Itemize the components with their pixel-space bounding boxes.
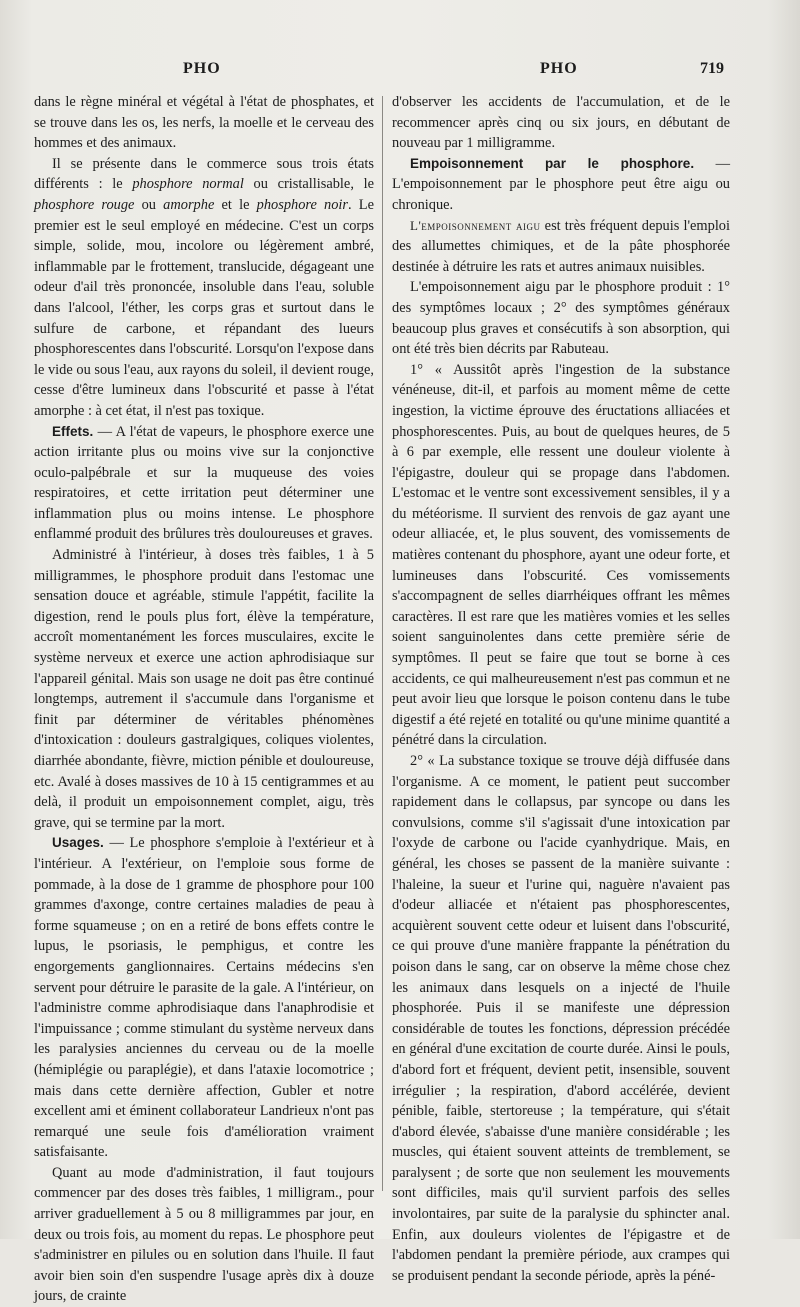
- paragraph: [34, 545, 374, 833]
- paragraph-text: est très fréquent depuis l'emploi des allumettes chimiques, et de la pâte phosphorée destinée à détruire les rats et autres animaux nuisibles.: [392, 217, 731, 275]
- column-divider: [382, 96, 383, 1191]
- paragraph-text: dans le règne minéral et végétal à l'état de phosphates, et se trouve dans les os, les nerfs, la moelle et le cerveau des hommes et des animaux.: [34, 94, 374, 152]
- paragraph: [34, 92, 374, 154]
- italic-term: phosphore noir: [256, 196, 349, 213]
- paragraph-text: . Le premier est le seul employé en médecine. C'est un corps simple, solide, mou, incolore ou légèrement ambré, inflammable par le frottement, translucide, dégageant une odeur d'ail très prononcée, insoluble dans l'eau, soluble dans l'alcool, l'éther, les corps gras et surtout dans le sulfure de carbone, et répandant des lueurs phosphorescentes dans l'obscurité. Lorsqu'on l'expose dans le vide ou sous l'eau, aux rayons du soleil, il devient rouge, cesse d'être lumineux dans l'obscurité et passe à l'état amorphe : à cet état, il n'est pas toxique.: [34, 196, 374, 419]
- paragraph-text: et le: [214, 196, 257, 213]
- paragraph-text: ou: [134, 196, 164, 213]
- italic-term: amorphe: [163, 196, 215, 213]
- paragraph: [392, 216, 730, 278]
- paragraph-text: ou cristallisable, le: [243, 176, 374, 193]
- paragraph: [34, 1163, 374, 1307]
- paragraph: [34, 154, 374, 422]
- paragraph: [392, 360, 730, 751]
- paragraph-text: 2° « La substance toxique se trouve déjà diffusée dans l'organisme. A ce moment, le patient peut succomber rapidement dans le collapsus, par syncope ou dans les convulsions, comme s'il s'agissait d'une intoxication par l'oxyde de carbone ou l'acide cyanhydrique. Mais, en général, les choses se passent de la manière suivante : l'haleine, la sueur et l'urine qui, naguère n'avaient pas d'odeur alliacée et n'étaient pas phosphorescentes, acquièrent souvent cette odeur et luisent dans l'obscurité, ce qui prouve d'une manière frappante la pénétration du poison dans le sang, car on observe la même chose chez les animaux dans lesquels on a injecté de l'huile phosphorée. Puis il se manifeste une dépression considérable de toutes les fonctions, dépression précédée en général d'une excitation de courte durée. Ainsi le pouls, d'abord fort et fréquent, devient petit, insensible, souvent irrégulier ; la respiration, d'abord accélérée, devient pénible, faible, stertoreuse ; la température, qui s'était d'abord élevée, s'abaisse d'une manière considérable ; les muscles, qui étaient souvent atteints de tremblement, se paralysent ; de sorte que non seulement les mouvements sont difficiles, mais qu'il survient parfois des selles involontaires, par suite de la paralysie du sphincter anal. Enfin, aux douleurs violentes de l'épigastre et de l'abdomen pendant la première période, aux crampes qui se produisent pendant la seconde période, après la péné-: [392, 753, 730, 1284]
- italic-term: phosphore rouge: [34, 196, 135, 213]
- paragraph: [392, 92, 730, 154]
- paragraph-text: L'empoisonnement aigu par le phosphore produit : 1° des symptômes locaux ; 2° des symptômes généraux beaucoup plus graves et consécutifs à son absorption, qui ont été très bien décrits par Rabuteau.: [392, 279, 730, 358]
- paragraph-text: d'observer les accidents de l'accumulation, et de le recommencer après cinq ou six jours, en débutant de nouveau par 1 milligramme.: [392, 94, 730, 152]
- paragraph-text: 1° « Aussitôt après l'ingestion de la substance vénéneuse, dit-il, et parfois au moment même de cette ingestion, la victime éprouve des éructations alliacées et phosphorescentes. Puis, au bout de quelques heures, de 5 à 6 par exemple, elle ressent une douleur violente à l'épigastre, douleur qui se propage dans l'abdomen. L'estomac et le ventre sont excessivement sensibles, il y a du météorisme. Il survient des renvois de gaz ayant une odeur alliacée, et, le plus souvent, des vomissements de matières contenant du phosphore, ayant une odeur forte, et lumineuses dans l'obscurité. Ces vomissements s'accompagnent de selles diarrhéiques offrant les mêmes caractères. Il est rare que les matières vomies et les selles soient sanguinolentes dans cette première série de symptômes. Il peut se faire que tout se borne à ces accidents, ce qui malheureusement n'est pas commun et ne peut avoir lieu que lorsque le poison contenu dans le tube digestif a été rejeté en totalité ou qu'une minime quantité a pénétré dans la circulation.: [392, 361, 730, 749]
- header-center: PHO: [540, 60, 578, 77]
- section-heading: Usages.: [52, 835, 104, 851]
- paragraph-text: — A l'état de vapeurs, le phosphore exerce une action irritante plus ou moins vive sur la conjonctive oculo-palpébrale et sur la muqueuse des voies respiratoires, et cette irritation peut déterminer une inflammation plus ou moins intense. Le phosphore enflammé produit des brûlures très douloureuses et graves.: [34, 423, 374, 543]
- left-column: [34, 92, 374, 1307]
- paragraph: [392, 277, 730, 359]
- header-left: PHO: [183, 60, 221, 77]
- section-heading: Effets.: [52, 423, 94, 439]
- page-number: 719: [700, 60, 724, 77]
- paragraph: [34, 833, 374, 1163]
- paragraph: [392, 154, 730, 216]
- paragraph-text: Quant au mode d'administration, il faut toujours commencer par des doses très faibles, 1 milligram., pour arriver graduellement à 5 ou 8 milligrammes par jour, en deux ou trois fois, au moment du repas. Le phosphore peut s'administrer en pilules ou en solution dans l'huile. Il faut avoir bien soin d'en suspendre l'usage après dix à douze jours, de crainte: [34, 1164, 374, 1305]
- small-caps-lead: L'empoisonnement aigu: [410, 217, 541, 233]
- paragraph: [34, 422, 374, 546]
- paragraph-text: — L'empoisonnement par le phosphore peut être aigu ou chronique.: [392, 155, 730, 213]
- italic-term: phosphore normal: [132, 176, 244, 193]
- section-heading: Empoisonnement par le phosphore.: [410, 155, 695, 171]
- running-header: [0, 60, 800, 84]
- paragraph-text: Administré à l'intérieur, à doses très faibles, 1 à 5 milligrammes, le phosphore produit dans l'estomac une sensation douce et agréable, stimule l'appétit, facilite la digestion, rend le pouls plus fort, élève la température, accroît momentanément les forces musculaires, excite le système nerveux et exerce une action aphrodisiaque sur l'appareil génital. Mais son usage ne doit pas être continué longtemps, autrement il s'accumule dans l'organisme et finit par déterminer de véritables phénomènes d'intoxication : douleurs gastralgiques, coliques violentes, diarrhée abondante, fièvre, miction pénible et douloureuse, etc. Avalé à doses massives de 10 à 15 centigrammes et au delà, il produit un empoisonnement complet, aigu, très grave, qui se termine par la mort.: [34, 547, 374, 831]
- right-column: [392, 92, 730, 1286]
- paragraph: [392, 751, 730, 1286]
- paragraph-text: — Le phosphore s'emploie à l'extérieur et à l'intérieur. A l'extérieur, on l'emploie sous forme de pommade, à la dose de 1 gramme de phosphore pour 100 grammes d'axonge, contre certaines maladies de peau à forme squameuse ; on en a retiré de bons effets contre le lupus, le psoriasis, le pemphigus, et contre les engorgements ganglionnaires. Certains médecins s'en servent pour détruire le parasite de la gale. A l'intérieur, on l'administre comme aphrodisiaque dans l'anaphrodisie et l'impuissance ; comme stimulant du système nerveux dans les paralysies anciennes du cerveau ou de la moelle (hémiplégie ou paraplégie), et dans l'ataxie locomotrice ; mais dans cette dernière affection, Gubler et notre excellent ami et éminent collaborateur Landrieux n'ont pas remarqué une seule fois d'amélioration vraiment satisfaisante.: [34, 835, 374, 1161]
- paragraph-text: Il se présente dans le commerce sous trois états différents : le: [34, 155, 374, 193]
